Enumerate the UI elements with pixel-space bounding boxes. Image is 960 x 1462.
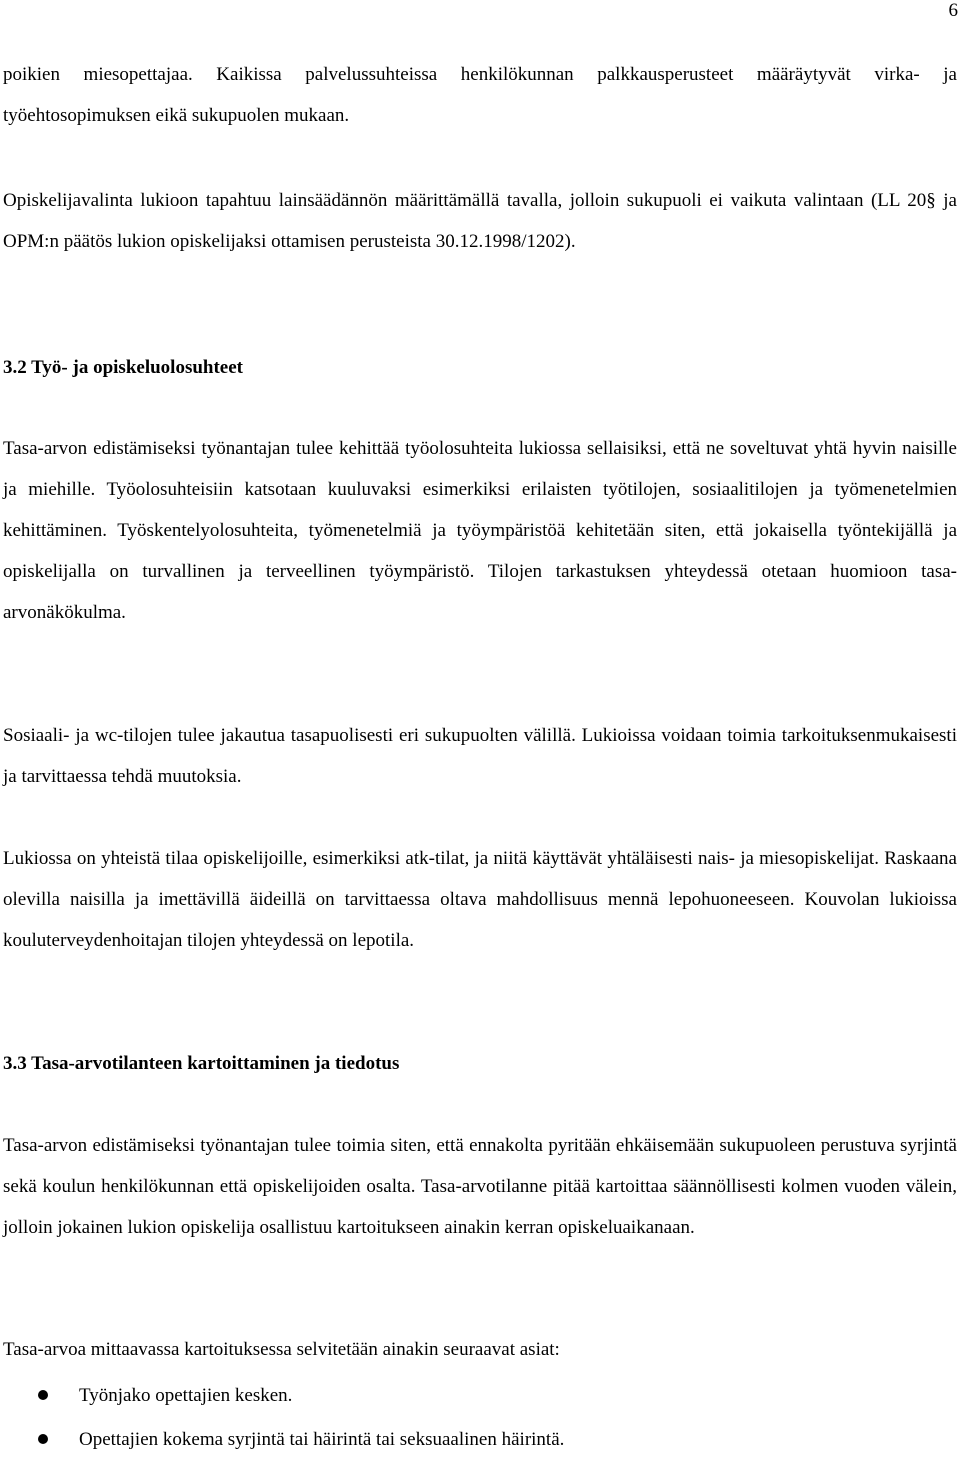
paragraph-student-selection: Opiskelijavalinta lukioon tapahtuu lainsäädännön määrittämällä tavalla, jolloin sukupuoli ei vaikuta valintaan (LL 20§ ja OPM:n päätös lukion opiskelijaksi ottamisen perusteista 30.12.1998/1202). (3, 190, 957, 252)
survey-items-list (0, 1374, 958, 1462)
paragraph-discrimination-prevention: Tasa-arvon edistämiseksi työnantajan tulee toimia siten, että ennakolta pyritään ehkäisemään sukupuoleen perustuva syrjintä sekä koulun henkilökunnan että opiskelijoiden osalta. Tasa-arvotilanne pitää kartoittaa säännöllisesti kolmen vuoden välein, jolloin jokainen lukion opiskelija osallistuu kartoitukseen ainakin kerran opiskeluaikanaan. (3, 1135, 957, 1238)
page-number: 6 (948, 0, 958, 21)
paragraph-common-spaces: Lukiossa on yhteistä tilaa opiskelijoille, esimerkiksi atk-tilat, ja niitä käyttävät yhtäläisesti nais- ja miesopiskelijat. Raskaana olevilla naisilla ja imettävillä äideillä on tarvittaessa oltava mahdollisuus mennä lepohuoneeseen. Kouvolan lukioissa kouluterveydenhoitajan tilojen yhteydessä on lepotila. (3, 848, 957, 951)
bullet-icon (38, 1390, 48, 1400)
section-heading-working-conditions: 3.2 Työ- ja opiskeluolosuhteet (3, 357, 243, 378)
bullet-icon (38, 1434, 48, 1444)
paragraph-survey-intro: Tasa-arvoa mittaavassa kartoituksessa selvitetään ainakin seuraavat asiat: (3, 1339, 560, 1360)
paragraph-social-facilities: Sosiaali- ja wc-tilojen tulee jakautua tasapuolisesti eri sukupuolten välillä. Lukioissa voidaan toimia tarkoituksenmukaisesti ja tarvittaessa tehdä muutoksia. (3, 725, 957, 787)
paragraph-pay-basis: poikien miesopettajaa. Kaikissa palvelussuhteissa henkilökunnan palkkausperusteet määräytyvät virka- ja työehtosopimuksen eikä sukupuolen mukaan. (3, 64, 957, 126)
list-item (0, 1418, 958, 1462)
list-item-text: Opettajien kokema syrjintä tai häirintä tai seksuaalinen häirintä. (79, 1429, 565, 1450)
paragraph-working-conditions: Tasa-arvon edistämiseksi työnantajan tulee kehittää työolosuhteita lukiossa sellaisiksi, että ne soveltuvat yhtä hyvin naisille ja miehille. Työolosuhteisiin katsotaan kuuluvaksi esimerkiksi erilaisten työtilojen, sosiaalitilojen ja työmenetelmien kehittäminen. Työskentelyolosuhteita, työmenetelmiä ja työympäristöä kehitetään siten, että jokaisella työntekijällä ja opiskelijalla on turvallinen ja terveellinen työympäristö. Tilojen tarkastuksen yhteydessä otetaan huomioon tasa-arvonäkökulma. (3, 438, 957, 623)
section-heading-equality-survey: 3.3 Tasa-arvotilanteen kartoittaminen ja tiedotus (3, 1053, 400, 1074)
list-item (0, 1374, 958, 1418)
list-item-text: Työnjako opettajien kesken. (79, 1385, 293, 1406)
